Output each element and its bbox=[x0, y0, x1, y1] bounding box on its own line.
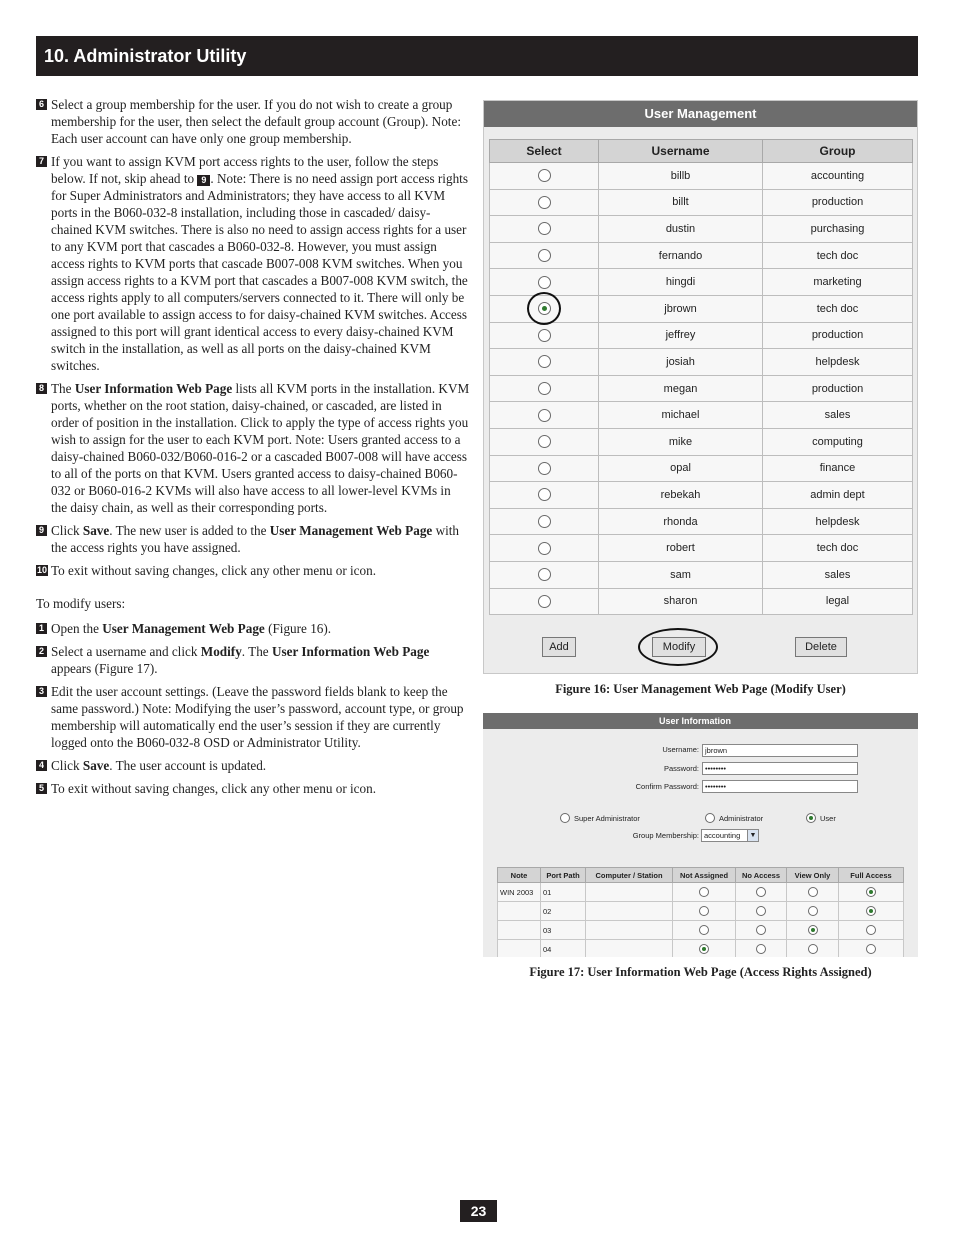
table-row[interactable] bbox=[490, 216, 913, 243]
select-radio[interactable] bbox=[538, 329, 551, 342]
user-management-title: User Management bbox=[484, 101, 917, 127]
step-number: 9 bbox=[36, 525, 47, 536]
access-radio[interactable] bbox=[756, 906, 766, 916]
select-cell bbox=[490, 561, 599, 588]
select-radio[interactable] bbox=[538, 382, 551, 395]
step-number: 1 bbox=[36, 623, 47, 634]
access-cell bbox=[736, 921, 787, 940]
select-cell bbox=[490, 535, 599, 562]
group-membership-label: Group Membership: bbox=[632, 831, 699, 840]
figure-17-caption: Figure 17: User Information Web Page (Access Rights Assigned) bbox=[529, 965, 872, 979]
step-text: Select a username and click Modify. The User Information Web Page appears (Figure 17). bbox=[51, 644, 430, 676]
access-radio[interactable] bbox=[699, 887, 709, 897]
username-cell: rhonda bbox=[599, 508, 763, 535]
select-radio[interactable] bbox=[538, 488, 551, 501]
access-radio[interactable] bbox=[699, 925, 709, 935]
step-text: The User Information Web Page lists all KVM ports in the installation. KVM ports, whether on the root station, daisy-chained, or cascaded, are listed in order of position in the installation. Click to apply the type of access rights you wish to assign for the user to each KVM port. Note: Users granted access to a daisy-chained B060-032/B060-016-2 or a cascaded B007-008 will have access to all of the ports on that KVM. Users granted access to daisy-chained B060-032 or B060-016-2 KVMs will also have access to all lower-level KVMs in the daisy chain, as well as their corresponding ports. bbox=[51, 381, 470, 515]
step-number: 2 bbox=[36, 646, 47, 657]
port-cell: 01 bbox=[541, 883, 586, 902]
username-cell: michael bbox=[599, 402, 763, 429]
step-text: Open the User Management Web Page (Figure 16). bbox=[51, 621, 332, 636]
table-row[interactable] bbox=[490, 375, 913, 402]
access-radio[interactable] bbox=[699, 906, 709, 916]
col-computer-station: Computer / Station bbox=[586, 868, 673, 883]
select-cell bbox=[490, 455, 599, 482]
page-number: 23 bbox=[460, 1200, 497, 1222]
username-cell: dustin bbox=[599, 216, 763, 243]
role-label: Super Administrator bbox=[574, 813, 640, 823]
access-cell bbox=[839, 940, 904, 958]
group-cell: helpdesk bbox=[763, 349, 913, 376]
step-item bbox=[36, 620, 470, 637]
access-cell bbox=[673, 921, 736, 940]
username-cell: opal bbox=[599, 455, 763, 482]
select-radio[interactable] bbox=[538, 409, 551, 422]
group-cell: legal bbox=[763, 588, 913, 615]
select-cell bbox=[490, 322, 599, 349]
section-header bbox=[36, 36, 918, 76]
select-radio[interactable] bbox=[538, 355, 551, 368]
table-row[interactable] bbox=[490, 295, 913, 322]
step-item bbox=[36, 522, 470, 556]
step-number: 6 bbox=[36, 99, 47, 110]
col-not-assigned: Not Assigned bbox=[673, 868, 736, 883]
table-row[interactable] bbox=[490, 402, 913, 429]
col-no-access: No Access bbox=[736, 868, 787, 883]
steps-add-user bbox=[36, 96, 470, 579]
access-radio[interactable] bbox=[756, 887, 766, 897]
instructions-column bbox=[36, 96, 470, 803]
section-title: 10. Administrator Utility bbox=[44, 46, 247, 66]
select-cell bbox=[490, 189, 599, 216]
step-item bbox=[36, 380, 470, 516]
group-cell: tech doc bbox=[763, 535, 913, 562]
station-cell bbox=[586, 921, 673, 940]
access-radio[interactable] bbox=[866, 887, 876, 897]
select-radio[interactable] bbox=[538, 276, 551, 289]
access-radio[interactable] bbox=[866, 906, 876, 916]
note-cell bbox=[498, 940, 541, 958]
access-cell bbox=[736, 883, 787, 902]
table-row bbox=[498, 883, 904, 902]
access-cell bbox=[787, 921, 839, 940]
table-row[interactable] bbox=[490, 189, 913, 216]
select-cell bbox=[490, 216, 599, 243]
access-cell bbox=[839, 883, 904, 902]
select-cell bbox=[490, 508, 599, 535]
group-selected-value: accounting bbox=[704, 831, 741, 840]
user-management-screenshot bbox=[483, 100, 918, 674]
table-row[interactable] bbox=[490, 455, 913, 482]
role-label: Administrator bbox=[719, 813, 764, 823]
table-row[interactable] bbox=[490, 428, 913, 455]
user-management-table bbox=[489, 139, 913, 615]
confirm-password-field[interactable]: •••••••• bbox=[702, 780, 858, 793]
role-radio[interactable] bbox=[560, 813, 570, 823]
group-cell: computing bbox=[763, 428, 913, 455]
col-port-path: Port Path bbox=[541, 868, 586, 883]
group-cell: finance bbox=[763, 455, 913, 482]
step-text: Edit the user account settings. (Leave the password fields blank to keep the same password.) Note: Modifying the user’s password, account type, or group membership will automatically end the user’s session if they are currently logged onto the B060-032-8 OSD or Administrator Utility. bbox=[51, 684, 464, 750]
role-super-administrator[interactable] bbox=[560, 813, 640, 823]
step-number: 10 bbox=[37, 565, 48, 575]
step-number: 8 bbox=[36, 383, 47, 394]
user-information-title: User Information bbox=[483, 713, 918, 729]
step-text: To exit without saving changes, click any other menu or icon. bbox=[51, 781, 377, 796]
select-cell bbox=[490, 482, 599, 509]
access-radio[interactable] bbox=[808, 906, 818, 916]
step-item bbox=[36, 757, 470, 774]
select-radio[interactable] bbox=[538, 249, 551, 262]
password-label: Password: bbox=[663, 764, 699, 773]
username-cell: billb bbox=[599, 163, 763, 190]
select-cell bbox=[490, 242, 599, 269]
select-cell bbox=[490, 428, 599, 455]
access-radio[interactable] bbox=[756, 925, 766, 935]
group-cell: purchasing bbox=[763, 216, 913, 243]
select-cell bbox=[490, 163, 599, 190]
col-group: Group bbox=[763, 140, 913, 163]
group-cell: production bbox=[763, 375, 913, 402]
access-radio[interactable] bbox=[756, 944, 766, 954]
table-row[interactable] bbox=[490, 242, 913, 269]
table-row[interactable] bbox=[490, 322, 913, 349]
group-cell: production bbox=[763, 322, 913, 349]
col-note: Note bbox=[498, 868, 541, 883]
role-administrator[interactable] bbox=[705, 813, 763, 823]
role-user[interactable] bbox=[806, 813, 836, 823]
select-radio[interactable] bbox=[538, 169, 551, 182]
role-radio[interactable] bbox=[705, 813, 715, 823]
select-cell bbox=[490, 588, 599, 615]
modify-button[interactable]: Modify bbox=[652, 637, 706, 657]
select-cell bbox=[490, 402, 599, 429]
select-cell bbox=[490, 375, 599, 402]
username-field[interactable]: jbrown bbox=[702, 744, 858, 757]
modify-intro: To modify users: bbox=[36, 596, 126, 611]
username-cell: jeffrey bbox=[599, 322, 763, 349]
step-item bbox=[36, 780, 470, 797]
username-cell: josiah bbox=[599, 349, 763, 376]
access-radio[interactable] bbox=[866, 944, 876, 954]
username-cell: megan bbox=[599, 375, 763, 402]
username-cell: billt bbox=[599, 189, 763, 216]
highlight-circle bbox=[527, 292, 561, 325]
username-cell: sharon bbox=[599, 588, 763, 615]
select-radio[interactable] bbox=[538, 568, 551, 581]
username-label: Username: bbox=[662, 745, 699, 754]
access-cell bbox=[673, 883, 736, 902]
username-cell: fernando bbox=[599, 242, 763, 269]
user-management-buttons bbox=[484, 637, 919, 657]
note-cell bbox=[498, 902, 541, 921]
group-cell: tech doc bbox=[763, 242, 913, 269]
step-number: 3 bbox=[36, 686, 47, 697]
figure-16-caption: Figure 16: User Management Web Page (Modify User) bbox=[555, 682, 846, 696]
step-text: Click Save. The user account is updated. bbox=[51, 758, 267, 773]
group-cell: marketing bbox=[763, 269, 913, 296]
access-radio[interactable] bbox=[866, 925, 876, 935]
chevron-down-icon[interactable]: ▼ bbox=[747, 830, 758, 841]
select-radio[interactable] bbox=[538, 595, 551, 608]
table-row[interactable] bbox=[490, 561, 913, 588]
col-view-only: View Only bbox=[787, 868, 839, 883]
access-radio[interactable] bbox=[808, 887, 818, 897]
table-row[interactable] bbox=[490, 588, 913, 615]
group-cell: tech doc bbox=[763, 295, 913, 322]
username-cell: robert bbox=[599, 535, 763, 562]
col-full-access: Full Access bbox=[839, 868, 904, 883]
access-cell bbox=[787, 883, 839, 902]
add-button[interactable]: Add bbox=[542, 637, 576, 657]
group-cell: helpdesk bbox=[763, 508, 913, 535]
access-cell bbox=[839, 921, 904, 940]
access-rights-table bbox=[497, 867, 904, 957]
access-cell bbox=[673, 902, 736, 921]
access-radio[interactable] bbox=[808, 944, 818, 954]
station-cell bbox=[586, 940, 673, 958]
username-cell: mike bbox=[599, 428, 763, 455]
select-radio[interactable] bbox=[538, 515, 551, 528]
table-row bbox=[498, 902, 904, 921]
select-radio[interactable] bbox=[538, 462, 551, 475]
col-username: Username bbox=[599, 140, 763, 163]
select-radio[interactable] bbox=[538, 542, 551, 555]
username-cell: hingdi bbox=[599, 269, 763, 296]
access-cell bbox=[839, 902, 904, 921]
steps-modify-user bbox=[36, 620, 470, 797]
step-item bbox=[36, 96, 470, 147]
highlight-circle bbox=[638, 628, 718, 666]
table-row[interactable] bbox=[490, 535, 913, 562]
role-radio[interactable] bbox=[806, 813, 816, 823]
select-radio[interactable] bbox=[538, 222, 551, 235]
table-row[interactable] bbox=[490, 508, 913, 535]
station-cell bbox=[586, 883, 673, 902]
station-cell bbox=[586, 902, 673, 921]
step-text: To exit without saving changes, click any other menu or icon. bbox=[51, 563, 377, 578]
access-cell bbox=[673, 940, 736, 958]
confirm-password-label: Confirm Password: bbox=[635, 782, 699, 791]
note-cell: WIN 2003 bbox=[498, 883, 541, 902]
group-cell: production bbox=[763, 189, 913, 216]
role-label: User bbox=[820, 813, 836, 823]
access-cell bbox=[787, 902, 839, 921]
table-row[interactable] bbox=[490, 163, 913, 190]
step-text: Click Save. The new user is added to the User Management Web Page with the access rights you have assigned. bbox=[51, 523, 460, 555]
step-item bbox=[36, 683, 470, 751]
username-cell: sam bbox=[599, 561, 763, 588]
note-cell bbox=[498, 921, 541, 940]
step-number: 5 bbox=[36, 783, 47, 794]
step-text: Select a group membership for the user. If you do not wish to create a group membership for the user, then select the default group account (Group). Note: Each user account can have only one group membership. bbox=[51, 97, 461, 146]
access-radio[interactable] bbox=[808, 925, 818, 935]
username-cell: rebekah bbox=[599, 482, 763, 509]
step-number: 7 bbox=[36, 156, 47, 167]
delete-button[interactable]: Delete bbox=[795, 637, 847, 657]
group-cell: sales bbox=[763, 561, 913, 588]
table-row[interactable] bbox=[490, 349, 913, 376]
select-cell bbox=[490, 295, 599, 322]
user-information-screenshot bbox=[483, 713, 918, 957]
group-membership-select[interactable] bbox=[701, 829, 759, 842]
table-row[interactable] bbox=[490, 269, 913, 296]
port-cell: 04 bbox=[541, 940, 586, 958]
username-cell: jbrown bbox=[599, 295, 763, 322]
access-cell bbox=[736, 940, 787, 958]
group-cell: sales bbox=[763, 402, 913, 429]
select-cell bbox=[490, 349, 599, 376]
access-cell bbox=[736, 902, 787, 921]
step-text: If you want to assign KVM port access rights to the user, follow the steps below. If not, skip ahead to 9 . Note: There is no need assign port access rights for Super Administrators and Administrators; they have access to all KVM ports in the B060-032-8 installation, including those in cascaded/ daisy-chained KVM switches. There is also no need to assign access rights for a user to any KVM port that cascades a B060-032-8. However, you must assign access rights to KVM ports that cascade B007-008 KVM switches. When you assign access rights to a KVM port that cascades a B007-008 KVM switch, the access rights apply to all computers/servers connected to it. There will only be one port available to assign access to for daisy-chained KVM switches. Access assigned to this port will grant identical access to every daisy-chained KVM switch in the installation, as well as all ports on the daisy-chained KVM switches. bbox=[51, 154, 468, 373]
table-row bbox=[498, 921, 904, 940]
step-number: 4 bbox=[36, 760, 47, 771]
table-row[interactable] bbox=[490, 482, 913, 509]
group-cell: accounting bbox=[763, 163, 913, 190]
access-cell bbox=[787, 940, 839, 958]
col-select: Select bbox=[490, 140, 599, 163]
select-radio[interactable] bbox=[538, 196, 551, 209]
table-row bbox=[498, 940, 904, 958]
step-item bbox=[36, 153, 470, 374]
group-cell: admin dept bbox=[763, 482, 913, 509]
password-field[interactable]: •••••••• bbox=[702, 762, 858, 775]
step-item bbox=[36, 643, 470, 677]
step-item bbox=[36, 562, 470, 579]
port-cell: 02 bbox=[541, 902, 586, 921]
select-radio[interactable] bbox=[538, 435, 551, 448]
access-radio[interactable] bbox=[699, 944, 709, 954]
port-cell: 03 bbox=[541, 921, 586, 940]
